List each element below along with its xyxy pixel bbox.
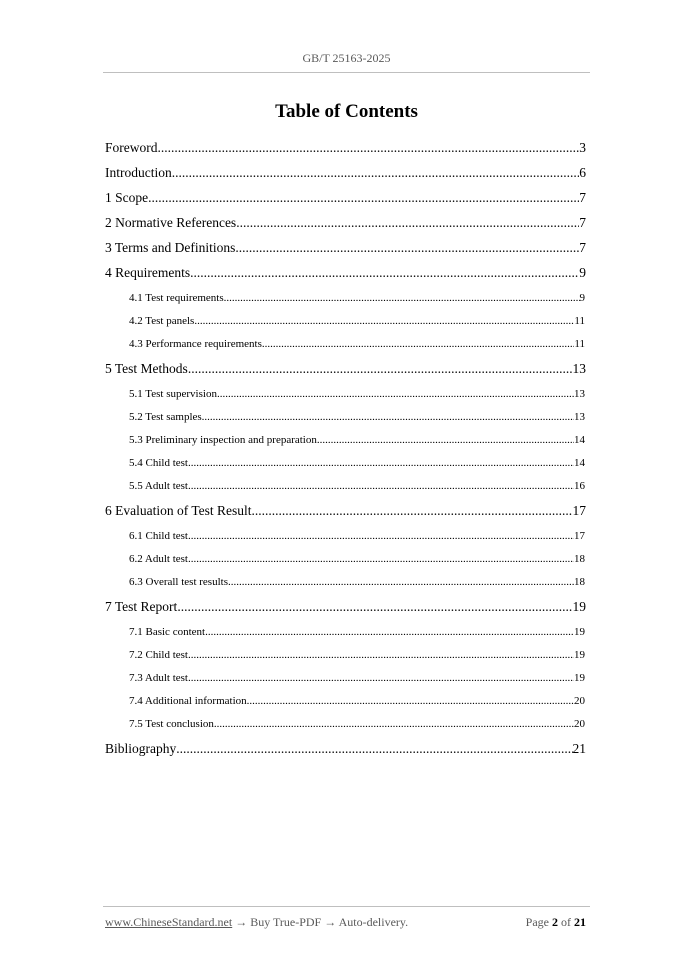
toc-entry-label: 5.5 Adult test (129, 480, 188, 492)
toc-entry[interactable] (105, 238, 586, 263)
toc-entry-page: 21 (572, 741, 586, 756)
arrow-right-icon: → (324, 915, 337, 929)
toc-entry[interactable] (105, 359, 586, 384)
toc-entry-label: Bibliography (105, 741, 177, 756)
toc-entry-label: Foreword (105, 140, 158, 155)
toc-entry[interactable] (105, 263, 586, 288)
toc-dot-leader (214, 714, 574, 734)
toc-dot-leader (252, 501, 573, 521)
toc-dot-leader (235, 238, 579, 258)
toc-entry-page: 19 (572, 599, 586, 614)
page-number: Page 2 of 21 (525, 915, 586, 929)
toc-entry-label: 4.1 Test requirements (129, 292, 224, 304)
toc-entry[interactable] (105, 549, 586, 572)
toc-entry-page: 13 (574, 411, 585, 423)
toc-entry[interactable] (105, 188, 586, 213)
toc-entry[interactable] (105, 407, 586, 430)
toc-entry-page: 16 (574, 480, 585, 492)
toc-dot-leader (177, 597, 572, 617)
toc-entry[interactable] (105, 714, 586, 739)
toc-dot-leader (148, 188, 579, 208)
toc-dot-leader (188, 476, 574, 496)
toc-dot-leader (317, 430, 574, 450)
toc-entry-label: 7 Test Report (105, 599, 178, 614)
page-header (103, 51, 590, 66)
toc-entry-page: 17 (574, 530, 585, 542)
toc-entry-page: 6 (579, 165, 586, 180)
toc-dot-leader (247, 691, 574, 711)
toc-title: Table of Contents (275, 101, 418, 122)
toc-entry-label: 5.4 Child test (129, 457, 188, 469)
current-page: 2 (552, 915, 558, 929)
page-footer (105, 915, 586, 930)
toc-entry-page: 7 (579, 215, 586, 230)
toc-entry-page: 7 (579, 240, 586, 255)
toc-entry-page: 11 (574, 338, 585, 350)
toc-entry[interactable] (105, 526, 586, 549)
toc-entry-page: 18 (574, 553, 585, 565)
toc-entry-label: 7.3 Adult test (129, 672, 188, 684)
toc-entry-label: 5.2 Test samples (129, 411, 202, 423)
toc-entry-label: 6 Evaluation of Test Result (105, 503, 252, 518)
toc-entry[interactable] (105, 453, 586, 476)
toc-dot-leader (228, 572, 574, 592)
toc-entry[interactable] (105, 572, 586, 597)
toc-entry-label: 4 Requirements (105, 265, 191, 280)
toc-entry-label: 6.1 Child test (129, 530, 188, 542)
delivery-text: Auto-delivery. (338, 915, 409, 929)
toc-entry[interactable] (105, 430, 586, 453)
toc-entry[interactable] (105, 597, 586, 622)
toc-entry[interactable] (105, 476, 586, 501)
toc-entry[interactable] (105, 138, 586, 163)
toc-entry[interactable] (105, 739, 586, 764)
toc-entry-label: 7.1 Basic content (129, 626, 206, 638)
toc-entry-page: 7 (579, 190, 586, 205)
toc-dot-leader (236, 213, 579, 233)
toc-entry[interactable] (105, 622, 586, 645)
toc-entry-label: 7.4 Additional information (129, 695, 247, 707)
site-link[interactable]: www.ChineseStandard.net (105, 915, 233, 929)
toc-entry-label: 6.3 Overall test results (129, 576, 228, 588)
toc-entry[interactable] (105, 668, 586, 691)
toc-entry-label: 1 Scope (105, 190, 149, 205)
toc-entry-label: 3 Terms and Definitions (105, 240, 236, 255)
toc-entry-label: 5.1 Test supervision (129, 388, 217, 400)
standard-code: GB/T 25163-2025 (302, 51, 391, 65)
toc-entry-label: 4.3 Performance requirements (129, 338, 262, 350)
arrow-right-icon: → (235, 915, 248, 929)
toc-entry-page: 14 (574, 457, 585, 469)
toc-dot-leader (176, 739, 572, 759)
toc-dot-leader (158, 138, 580, 158)
toc-entry-label: 5 Test Methods (105, 361, 188, 376)
toc-entry-page: 9 (579, 265, 586, 280)
total-pages: 21 (574, 915, 586, 929)
toc-entry-label: Introduction (105, 165, 172, 180)
toc-entry-page: 17 (572, 503, 586, 518)
toc-entry-page: 18 (574, 576, 585, 588)
toc-entry[interactable] (105, 645, 586, 668)
toc-dot-leader (262, 334, 575, 354)
toc-entry-label: 5.3 Preliminary inspection and preparation (129, 434, 317, 446)
toc-entry-page: 20 (574, 695, 585, 707)
toc-entry-label: 2 Normative References (105, 215, 237, 230)
toc-dot-leader (190, 263, 579, 283)
toc-entry[interactable] (105, 213, 586, 238)
toc-dot-leader (188, 526, 574, 546)
toc-entry[interactable] (105, 501, 586, 526)
toc-entry-label: 4.2 Test panels (129, 315, 195, 327)
toc-dot-leader (188, 359, 573, 379)
toc-entry[interactable] (105, 691, 586, 714)
header-divider (103, 72, 590, 73)
toc-entry[interactable] (105, 334, 586, 359)
toc-entry[interactable] (105, 163, 586, 188)
footer-promo (105, 915, 408, 930)
toc-entry-page: 20 (574, 718, 585, 730)
toc-entry-page: 13 (574, 388, 585, 400)
toc-dot-leader (205, 622, 574, 642)
toc-entry-page: 14 (574, 434, 585, 446)
toc-dot-leader (188, 453, 574, 473)
toc-entry[interactable] (105, 288, 586, 311)
toc-dot-leader (224, 288, 580, 308)
toc-entry-page: 19 (574, 672, 585, 684)
buy-text: Buy True-PDF (250, 915, 322, 929)
toc-dot-leader (188, 645, 574, 665)
toc-entry-label: 7.2 Child test (129, 649, 188, 661)
toc-dot-leader (172, 163, 580, 183)
toc-dot-leader (188, 668, 574, 688)
toc-entry[interactable] (105, 384, 586, 407)
toc-entry-page: 9 (579, 292, 585, 304)
footer-divider (103, 906, 590, 907)
toc-entry[interactable] (105, 311, 586, 334)
toc-dot-leader (217, 384, 574, 404)
toc-dot-leader (188, 549, 574, 569)
table-of-contents (105, 138, 586, 764)
toc-entry-page: 19 (574, 626, 585, 638)
toc-entry-label: 6.2 Adult test (129, 553, 188, 565)
toc-entry-label: 7.5 Test conclusion (129, 718, 214, 730)
toc-entry-page: 11 (574, 315, 585, 327)
toc-dot-leader (202, 407, 574, 427)
toc-dot-leader (194, 311, 574, 331)
toc-entry-page: 13 (572, 361, 586, 376)
toc-entry-page: 3 (579, 140, 586, 155)
toc-entry-page: 19 (574, 649, 585, 661)
